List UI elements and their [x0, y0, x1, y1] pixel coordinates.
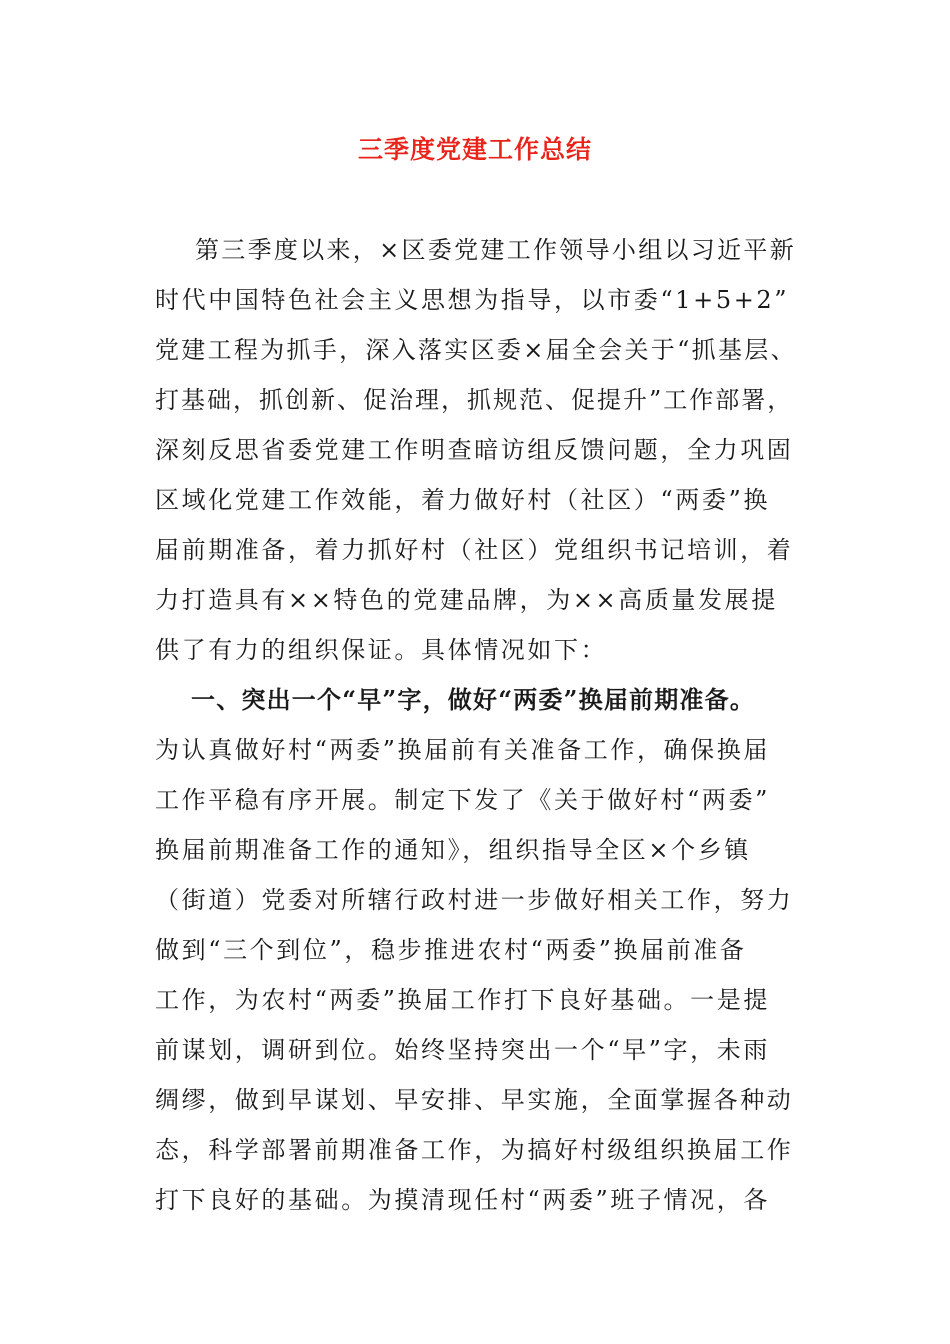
paragraph-line: 深刻反思省委党建工作明查暗访组反馈问题，全力巩固 [155, 436, 794, 464]
document-title: 三季度党建工作总结 [357, 135, 592, 164]
paragraph-line: 态，科学部署前期准备工作，为搞好村级组织换届工作 [155, 1136, 794, 1164]
paragraph-line: （街道）党委对所辖行政村进一步做好相关工作，努力 [155, 886, 794, 914]
paragraph-line: 做到“三个到位”，稳步推进农村“两委”换届前准备 [155, 936, 747, 964]
paragraph-line: 绸缪，做到早谋划、早安排、早实施，全面掌握各种动 [155, 1086, 794, 1114]
section-heading: 一、突出一个“早”字，做好“两委”换届前期准备。 [191, 685, 756, 714]
paragraph-line: 第三季度以来，×区委党建工作领导小组以习近平新 [195, 236, 797, 264]
paragraph-line: 党建工程为抓手，深入落实区委×届全会关于“抓基层、 [155, 336, 797, 364]
paragraph-line: 时代中国特色社会主义思想为指导，以市委“1+5+2” [155, 286, 790, 314]
paragraph-line: 届前期准备，着力抓好村（社区）党组织书记培训，着 [155, 536, 794, 564]
paragraph-line: 前谋划，调研到位。始终坚持突出一个“早”字，未雨 [155, 1036, 770, 1064]
paragraph-line: 为认真做好村“两委”换届前有关准备工作，确保换届 [155, 736, 770, 764]
paragraph-line: 工作平稳有序开展。制定下发了《关于做好村“两委” [155, 786, 770, 814]
paragraph-line: 工作，为农村“两委”换届工作打下良好基础。一是提 [155, 986, 770, 1014]
paragraph-line: 力打造具有××特色的党建品牌，为××高质量发展提 [155, 586, 778, 614]
paragraph-line: 换届前期准备工作的通知》，组织指导全区×个乡镇 [155, 836, 751, 864]
paragraph-line: 供了有力的组织保证。具体情况如下： [155, 636, 608, 664]
paragraph-line: 打下良好的基础。为摸清现任村“两委”班子情况，各 [155, 1186, 770, 1214]
paragraph-line: 区域化党建工作效能，着力做好村（社区）“两委”换 [155, 486, 770, 514]
paragraph-line: 打基础，抓创新、促治理，抓规范、促提升”工作部署， [155, 386, 794, 414]
document-body [155, 225, 797, 1225]
